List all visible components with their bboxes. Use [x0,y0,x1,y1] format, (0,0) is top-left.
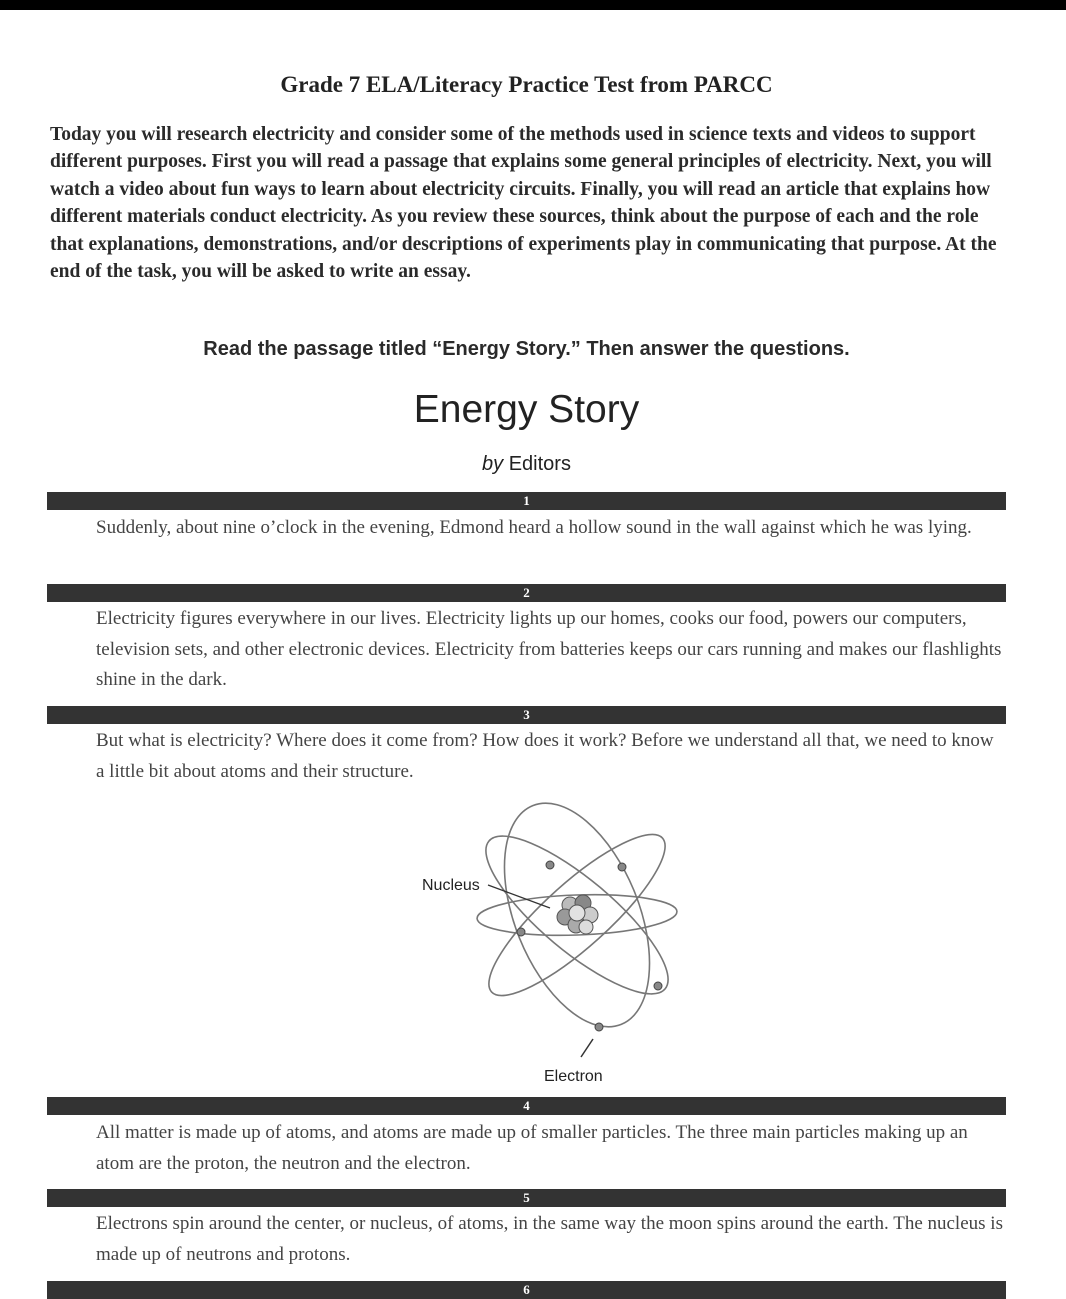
paragraph-number-bar: 5 [47,1189,1006,1207]
paragraph-text: Suddenly, about nine o’clock in the evening, Edmond heard a hollow sound in the wall against which he was lying. [96,517,972,538]
electron-dot [546,861,554,869]
byline-by: by [482,453,504,475]
electron-pointer [581,1039,593,1057]
story-title: Energy Story [413,388,640,431]
top-black-bar [0,0,1066,10]
paragraph-number-bar: 4 [47,1097,1006,1115]
nucleus-label: Nucleus [422,877,480,894]
paragraph-number-bar: 2 [47,584,1006,602]
paragraph-text: But what is electricity? Where does it come from? How does it work? Before we understand all that, we need to know a little bit about atoms and their structure. [96,730,994,782]
paragraph-text: Electricity figures everywhere in our lives. Electricity lights up our homes, cooks our food, powers our computers, television sets, and other electronic devices. Electricity from batteries keeps our cars running and makes our flashlights shine in the dark. [96,608,1002,690]
paragraph-number-bar: 1 [47,492,1006,510]
paragraph-number-bar: 6 [47,1281,1006,1299]
paragraph-number-bar: 3 [47,706,1006,724]
electron-dot [517,928,525,936]
byline [0,453,1053,476]
nucleus-pointer [488,885,550,908]
electron-dot [654,982,662,990]
atom-diagram [400,795,700,1095]
instruction-text: Read the passage titled “Energy Story.” Then answer the questions. [203,338,850,360]
paragraph-text: Electrons spin around the center, or nucleus, of atoms, in the same way the moon spins around the earth. The nucleus is made up of neutrons and protons. [96,1213,1003,1265]
electron-dot [595,1023,603,1031]
nucleus-icon [557,895,598,934]
electron-dot [618,863,626,871]
paragraph-text: All matter is made up of atoms, and atoms are made up of smaller particles. The three main particles making up an atom are the proton, the neutron and the electron. [96,1122,968,1174]
intro-paragraph: Today you will research electricity and consider some of the methods used in science texts and videos to support different purposes. First you will read a passage that explains some general principles of electricity. Next, you will watch a video about fun ways to learn about electricity circuits. Finally, you will read an article that explains how different materials conduct electricity. As you review these sources, think about the purpose of each and the role that explanations, demonstrations, and/or descriptions of experiments play in communicating that purpose. At the end of the task, you will be asked to write an essay. [50,124,997,283]
test-title: Grade 7 ELA/Literacy Practice Test from PARCC [280,72,773,97]
byline-author: Editors [508,453,571,475]
electron-label: Electron [544,1068,603,1085]
